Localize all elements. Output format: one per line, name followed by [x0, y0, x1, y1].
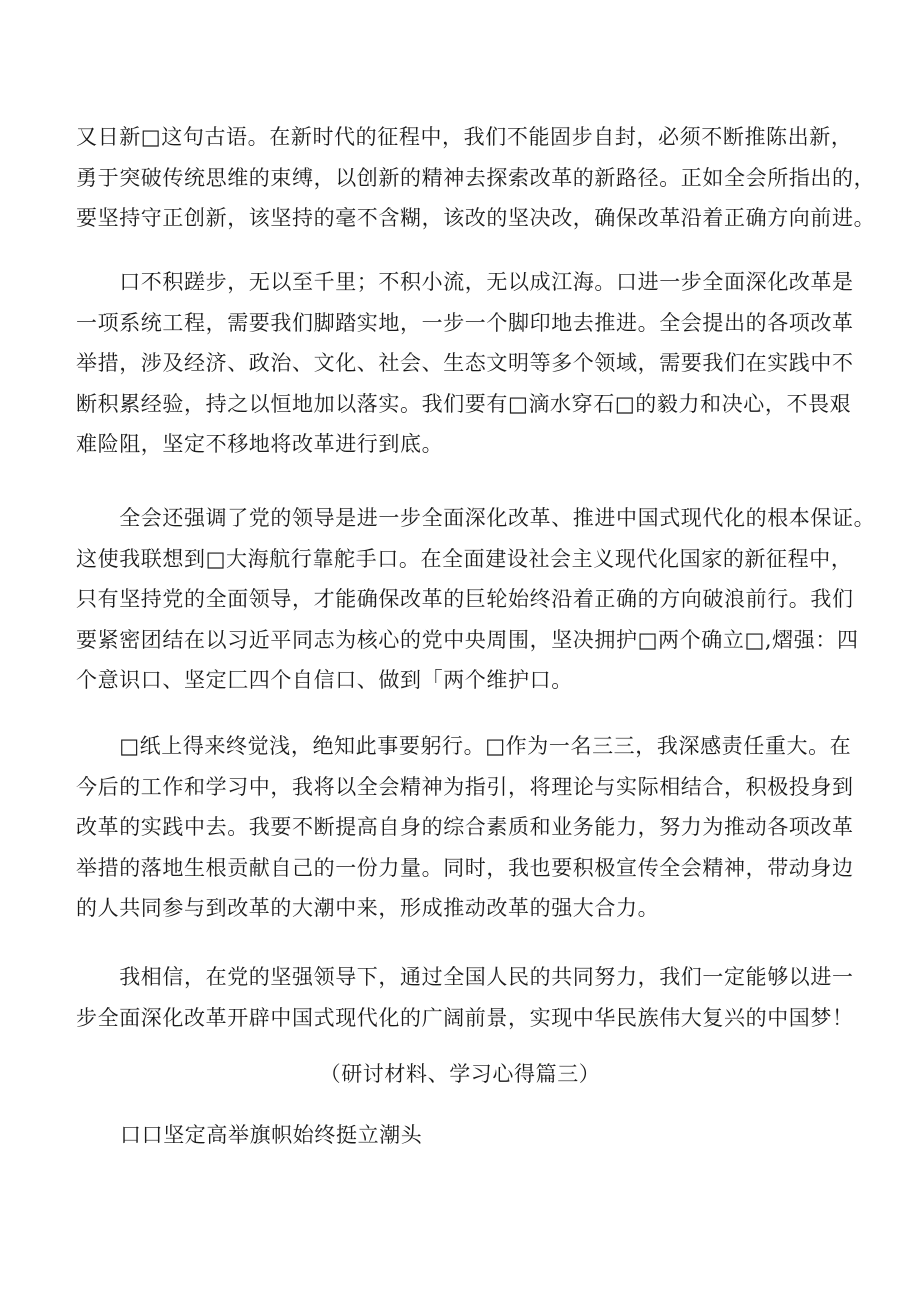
text-line: 改革的实践中去。我要不断提高自身的综合素质和业务能力，努力为推动各项改革 — [76, 815, 854, 839]
text-line: 全会还强调了党的领导是进一步全面深化改革、推进中国式现代化的根本保证。 — [76, 506, 876, 530]
paragraph-2 — [76, 262, 862, 465]
text-line: 断积累经验，持之以恒地加以落实。我们要有□滴水穿石□的毅力和决心，不畏艰 — [76, 391, 852, 416]
text-line: 我相信，在党的坚强领导下，通过全国人民的共同努力，我们一定能够以进一 — [76, 965, 854, 989]
text-line: 难险阻，坚定不移地将改革进行到底。 — [76, 432, 444, 456]
paragraph-5 — [76, 957, 862, 1038]
text-line: 个意识口、坚定匚四个自信口、做到「两个维护口。 — [76, 668, 573, 692]
paragraph-4 — [76, 726, 862, 929]
article-heading: 口口坚定高举旗帜始终挺立潮头 — [120, 1123, 423, 1147]
paragraph-1 — [76, 117, 876, 239]
text-line: 勇于突破传统思维的束缚，以创新的精神去探索改革的新路径。正如全会所指出的， — [76, 165, 876, 190]
text-line: 举措，涉及经济、政治、文化、社会、生态文明等多个领域，需要我们在实践中不 — [76, 351, 854, 375]
section-title: （研讨材料、学习心得篇三） — [319, 1062, 601, 1086]
text-line: 的人共同参与到改革的大潮中来，形成推动改革的强大合力。 — [76, 896, 660, 920]
text-line: 这使我联想到□大海航行靠舵手口。在全面建设社会主义现代化国家的新征程中， — [76, 546, 853, 571]
text-line: □纸上得来终觉浅，绝知此事要躬行。□作为一名三三，我深感责任重大。在 — [76, 734, 852, 758]
text-line: 要紧密团结在以习近平同志为核心的党中央周围，坚决拥护□两个确立□,熠强：四 — [76, 627, 859, 652]
text-line: 一项系统工程，需要我们脚踏实地，一步一个脚印地去推进。全会提出的各项改革 — [76, 310, 854, 335]
paragraph-3 — [76, 498, 876, 701]
text-line: 举措的落地生根贡献自己的一份力量。同时，我也要积极宣传全会精神，带动身边 — [76, 855, 854, 880]
text-line: 要坚持守正创新，该坚持的毫不含糊，该改的坚决改，确保改革沿着正确方向前进。 — [76, 206, 876, 230]
text-line: 只有坚持党的全面领导，才能确保改革的巨轮始终沿着正确的方向破浪前行。我们 — [76, 587, 854, 611]
text-line: 步全面深化改革开辟中国式现代化的广阔前景，实现中华民族伟大复兴的中国梦！ — [76, 1005, 854, 1030]
text-line: 口不积蹉步，无以至千里；不积小流，无以成江海。口进一步全面深化改革是 — [76, 270, 854, 294]
text-line: 今后的工作和学习中，我将以全会精神为指引，将理论与实际相结合，积极投身到 — [76, 774, 854, 799]
text-line: 又日新□这句古语。在新时代的征程中，我们不能固步自封，必须不断推陈出新， — [76, 125, 853, 149]
